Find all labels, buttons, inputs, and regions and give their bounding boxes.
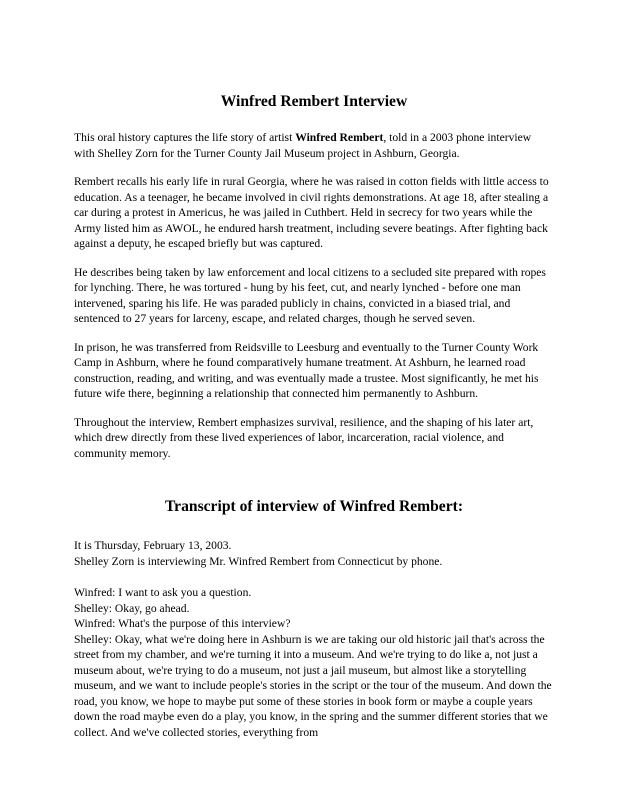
transcript-line: Shelley: Okay, what we're doing here in Ashburn is we are taking our old historic jail that's across the street from my chamber, and we're turning it into a museum. And we're trying to do like a, not just a museum about, we're trying to do a museum, not just a jail museum, but almost like a storytelling museum, and we want to include people's stories in the script or the tour of the museum. And down the road, you know, we hope to maybe put some of these stories in book form or maybe a couple years down the road maybe even do a play, you know, in the spring and the summer different stories that we collect. And we've collected stories, everything from — [74, 632, 552, 739]
transcript-setup-line: Shelley Zorn is interviewing Mr. Winfred Rembert from Connecticut by phone. — [74, 554, 443, 568]
document-title: Winfred Rembert Interview — [220, 93, 408, 110]
summary-paragraph-prison: In prison, he was transferred from Reidsville to Leesburg and eventually to the Turner County Work Camp in Ashburn, where he found comparatively humane treatment. At Ashburn, he learned road construction, reading, and writing, and was eventually made a trustee. Most significantly, he met his future wife there, beginning a relationship that connected him permanently to Ashburn. — [74, 340, 539, 400]
transcript-line: Winfred: What's the purpose of this interview? — [74, 617, 291, 630]
transcript-spacer — [74, 569, 554, 585]
intro-text-after: , told in a 2003 phone interview with Shelley Zorn for the Turner County Jail Museum project in Ashburn, Georgia. — [74, 131, 532, 160]
summary-paragraph-themes: Throughout the interview, Rembert emphasizes survival, resilience, and the shaping of his later art, which drew directly from these lived experiences of labor, incarceration, racial violence, and community memory. — [74, 415, 534, 460]
artist-name: Winfred Rembert — [295, 131, 384, 144]
transcript-date-line: It is Thursday, February 13, 2003. — [74, 539, 232, 552]
transcript-line: Winfred: I want to ask you a question. — [74, 586, 252, 599]
summary-paragraph-lynching: He describes being taken by law enforcement and local citizens to a secluded site prepared with ropes for lynching. There, he was tortured - hung by his feet, cut, and nearly lynched - before one man intervened, sparing his life. He was paraded publicly in chains, convicted in a biased trial, and sentenced to 27 years for larceny, escape, and related charges, though he served seven. — [74, 265, 546, 325]
transcript-heading: Transcript of interview of Winfred Rembert: — [164, 498, 464, 515]
intro-paragraph — [74, 130, 554, 161]
transcript-line: Shelley: Okay, go ahead. — [74, 601, 190, 615]
document-body — [74, 92, 554, 740]
intro-text-before: This oral history captures the life story of artist — [74, 131, 296, 144]
summary-paragraph-early-life: Rembert recalls his early life in rural Georgia, where he was raised in cotton fields with little access to education. As a teenager, he became involved in civil rights demonstrations. At age 18, after stealing a car during a protest in Americus, he was jailed in Cuthbert. Held in secrecy for two years while the Army listed him as AWOL, he endured harsh treatment, including severe beatings. After fighting back against a deputy, he escaped briefly but was captured. — [74, 175, 549, 250]
